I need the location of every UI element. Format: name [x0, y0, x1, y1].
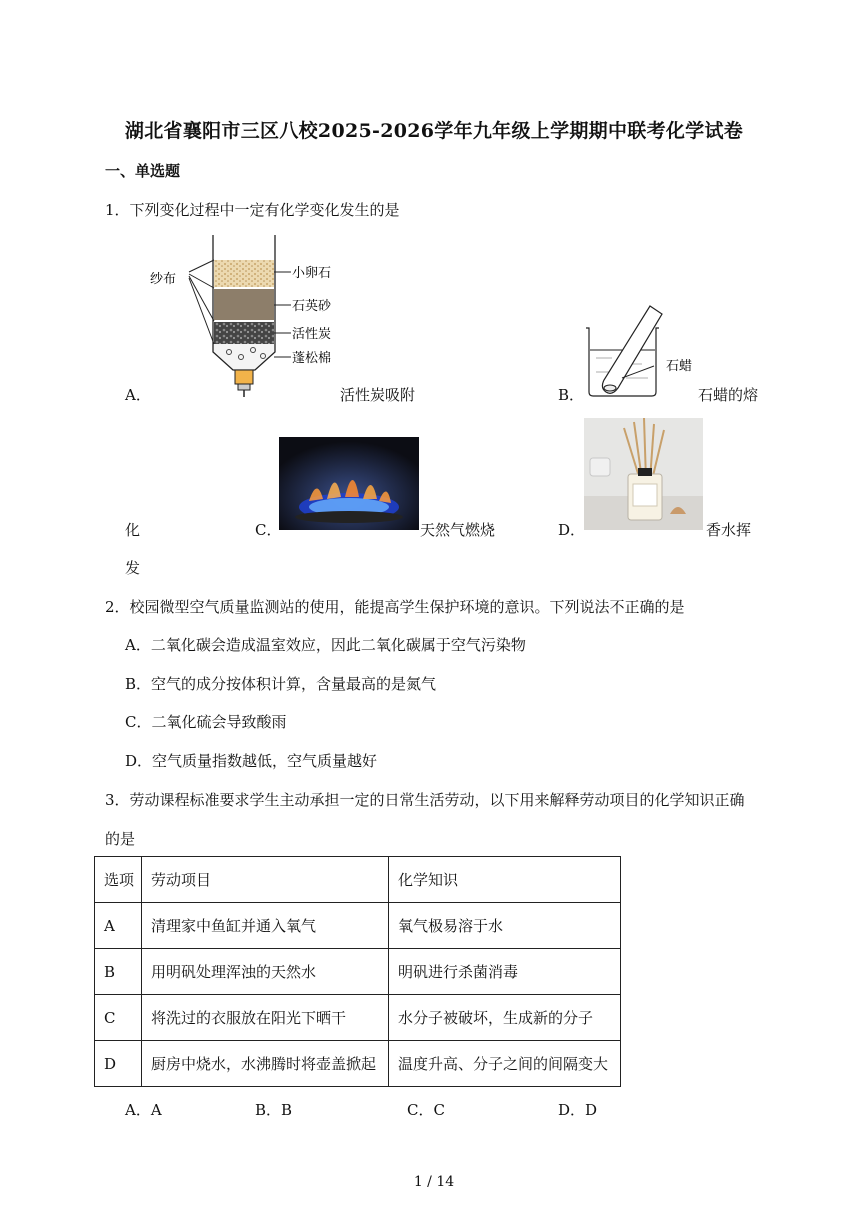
- table-row: [95, 995, 621, 1041]
- q2-option-b: B．空气的成分按体积计算，含量最高的是氮气: [125, 675, 437, 693]
- table-cell: 将洗过的衣服放在阳光下晒干: [142, 995, 389, 1041]
- q3-stem: 3．劳动课程标准要求学生主动承担一定的日常生活劳动，以下用来解释劳动项目的化学知识正确: [105, 791, 745, 809]
- q3-answer-a: A．A: [125, 1101, 162, 1119]
- beaker-wax-diagram: [582, 300, 697, 400]
- table-row: [95, 949, 621, 995]
- q1-option-b-text: 石蜡的熔: [698, 386, 759, 404]
- q2-stem: 2．校园微型空气质量监测站的使用，能提高学生保护环境的意识。下列说法不正确的是: [105, 598, 685, 616]
- q2-option-a: A．二氧化碳会造成温室效应，因此二氧化碳属于空气污染物: [125, 636, 526, 654]
- header-cell: 化学知识: [389, 857, 621, 903]
- table-cell: D: [95, 1041, 142, 1087]
- table-cell: 明矾进行杀菌消毒: [389, 949, 621, 995]
- q1-option-b-text-cont: 化: [125, 521, 141, 539]
- table-header-row: [95, 857, 621, 903]
- q1-option-a-text: 活性炭吸附: [340, 386, 416, 404]
- table-row: [95, 903, 621, 949]
- section-heading: 一、单选题: [105, 162, 181, 180]
- header-cell: 选项: [95, 857, 142, 903]
- filter-label-carbon: 活性炭: [292, 327, 332, 342]
- table-cell: A: [95, 903, 142, 949]
- table-cell: 清理家中鱼缸并通入氧气: [142, 903, 389, 949]
- q1-option-d-text: 香水挥: [706, 521, 752, 539]
- page-number: 1 / 14: [413, 1174, 455, 1190]
- q3-answer-d: D．D: [558, 1101, 598, 1119]
- table-cell: 氧气极易溶于水: [389, 903, 621, 949]
- q3-table: [94, 856, 621, 1087]
- filter-label-pebble: 小卵石: [292, 266, 332, 281]
- q2-option-c: C．二氧化硫会导致酸雨: [125, 713, 287, 731]
- filter-label-gauze: 纱布: [150, 272, 177, 287]
- q1-option-d-text-cont: 发: [125, 559, 141, 577]
- header-cell: 劳动项目: [142, 857, 389, 903]
- q1-option-c-letter: C．: [255, 521, 282, 539]
- q1-stem: 1．下列变化过程中一定有化学变化发生的是: [105, 201, 400, 219]
- table-row: [95, 1041, 621, 1087]
- q2-option-d: D．空气质量指数越低，空气质量越好: [125, 752, 378, 770]
- q1-option-d-letter: D．: [558, 521, 586, 539]
- water-filter-diagram: [145, 232, 345, 398]
- page-title: 湖北省襄阳市三区八校2025-2026学年九年级上学期期中联考化学试卷: [124, 120, 744, 142]
- table-cell: 温度升高、分子之间的间隔变大: [389, 1041, 621, 1087]
- q1-option-c-text: 天然气燃烧: [420, 521, 496, 539]
- gas-flame-photo: [279, 437, 419, 530]
- wax-label: 石蜡: [666, 359, 693, 374]
- table-cell: B: [95, 949, 142, 995]
- q1-option-b-letter: B．: [558, 386, 585, 404]
- table-cell: 水分子被破坏，生成新的分子: [389, 995, 621, 1041]
- filter-label-quartz: 石英砂: [292, 299, 332, 314]
- q3-stem-cont: 的是: [105, 830, 136, 848]
- table-cell: 厨房中烧水，水沸腾时将壶盖掀起: [142, 1041, 389, 1087]
- perfume-diffuser-photo: [584, 418, 703, 530]
- table-cell: 用明矾处理浑浊的天然水: [142, 949, 389, 995]
- q3-answer-b: B．B: [255, 1101, 293, 1119]
- table-cell: C: [95, 995, 142, 1041]
- filter-label-cotton: 蓬松棉: [292, 351, 332, 366]
- q3-answer-c: C．C: [407, 1101, 445, 1119]
- q1-option-a-letter: A．: [125, 386, 151, 404]
